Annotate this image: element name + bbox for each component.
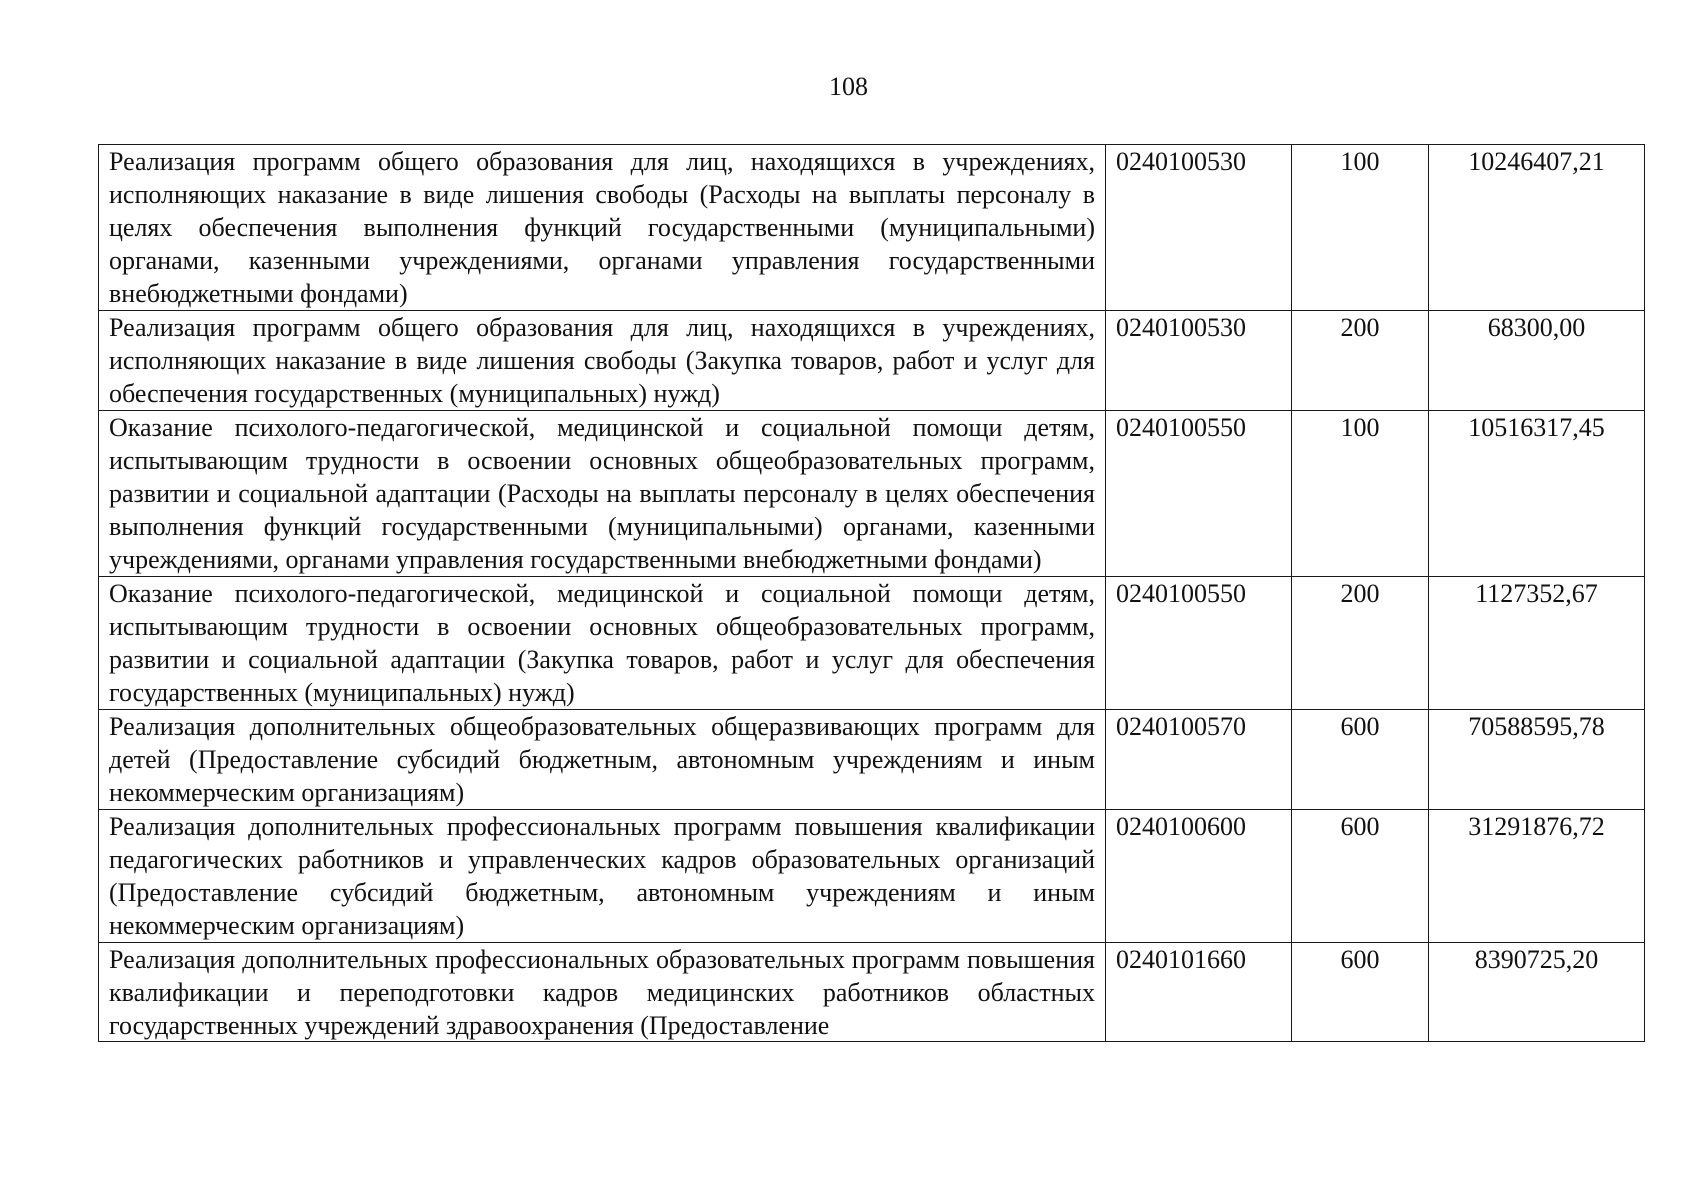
expense-type: 200 [1292,311,1429,411]
amount: 68300,00 [1429,311,1645,411]
target-code: 0240100550 [1106,577,1292,710]
amount: 10516317,45 [1429,411,1645,577]
amount: 8390725,20 [1429,943,1645,1042]
amount: 1127352,67 [1429,577,1645,710]
row-description: Реализация дополнительных профессиональных программ повышения квалификации педагогических работников и управленческих кадров образовательных организаций (Предоставление субсидий бюджетным, автономным учреждениям и иным некоммерческим организациям) [99,810,1106,943]
target-code: 0240100530 [1106,145,1292,311]
table-row [99,145,1645,311]
target-code: 0240100530 [1106,311,1292,411]
table-row [99,311,1645,411]
table-row [99,577,1645,710]
row-description [99,943,1106,1042]
amount: 31291876,72 [1429,810,1645,943]
row-description: Оказание психолого-педагогической, медицинской и социальной помощи детям, испытывающим трудности в освоении основных общеобразовательных программ, развитии и социальной адаптации (Расходы на выплаты персоналу в целях обеспечения выполнения функций государственными (муниципальными) органами, казенными учреждениями, органами управления государственными внебюджетными фондами) [99,411,1106,577]
row-description: Оказание психолого-педагогической, медицинской и социальной помощи детям, испытывающим трудности в освоении основных общеобразовательных программ, развитии и социальной адаптации (Закупка товаров, работ и услуг для обеспечения государственных (муниципальных) нужд) [99,577,1106,710]
expense-type: 100 [1292,145,1429,311]
table-row [99,943,1645,1042]
row-description: Реализация программ общего образования для лиц, находящихся в учреждениях, исполняющих наказание в виде лишения свободы (Закупка товаров, работ и услуг для обеспечения государственных (муниципальных) нужд) [99,311,1106,411]
expense-type: 600 [1292,710,1429,810]
row-description: Реализация программ общего образования для лиц, находящихся в учреждениях, исполняющих наказание в виде лишения свободы (Расходы на выплаты персоналу в целях обеспечения выполнения функций государственными (муниципальными) органами, казенными учреждениями, органами управления государственными внебюджетными фондами) [99,145,1106,311]
expense-type: 200 [1292,577,1429,710]
amount: 70588595,78 [1429,710,1645,810]
expense-type: 100 [1292,411,1429,577]
table-row [99,710,1645,810]
target-code: 0240100570 [1106,710,1292,810]
budget-table [98,144,1645,1042]
row-description-text: Реализация дополнительных профессиональных образовательных программ повышения квалификации и переподготовки кадров медицинских работников областных государственных учреждений здравоохранения (Предоставление [109,945,1095,1040]
target-code: 0240101660 [1106,943,1292,1042]
table-row [99,810,1645,943]
page-number: 108 [829,72,868,101]
amount: 10246407,21 [1429,145,1645,311]
target-code: 0240100550 [1106,411,1292,577]
table-row [99,411,1645,577]
expense-type: 600 [1292,943,1429,1042]
expense-type: 600 [1292,810,1429,943]
row-description: Реализация дополнительных общеобразовательных общеразвивающих программ для детей (Предоставление субсидий бюджетным, автономным учреждениям и иным некоммерческим организациям) [99,710,1106,810]
target-code: 0240100600 [1106,810,1292,943]
